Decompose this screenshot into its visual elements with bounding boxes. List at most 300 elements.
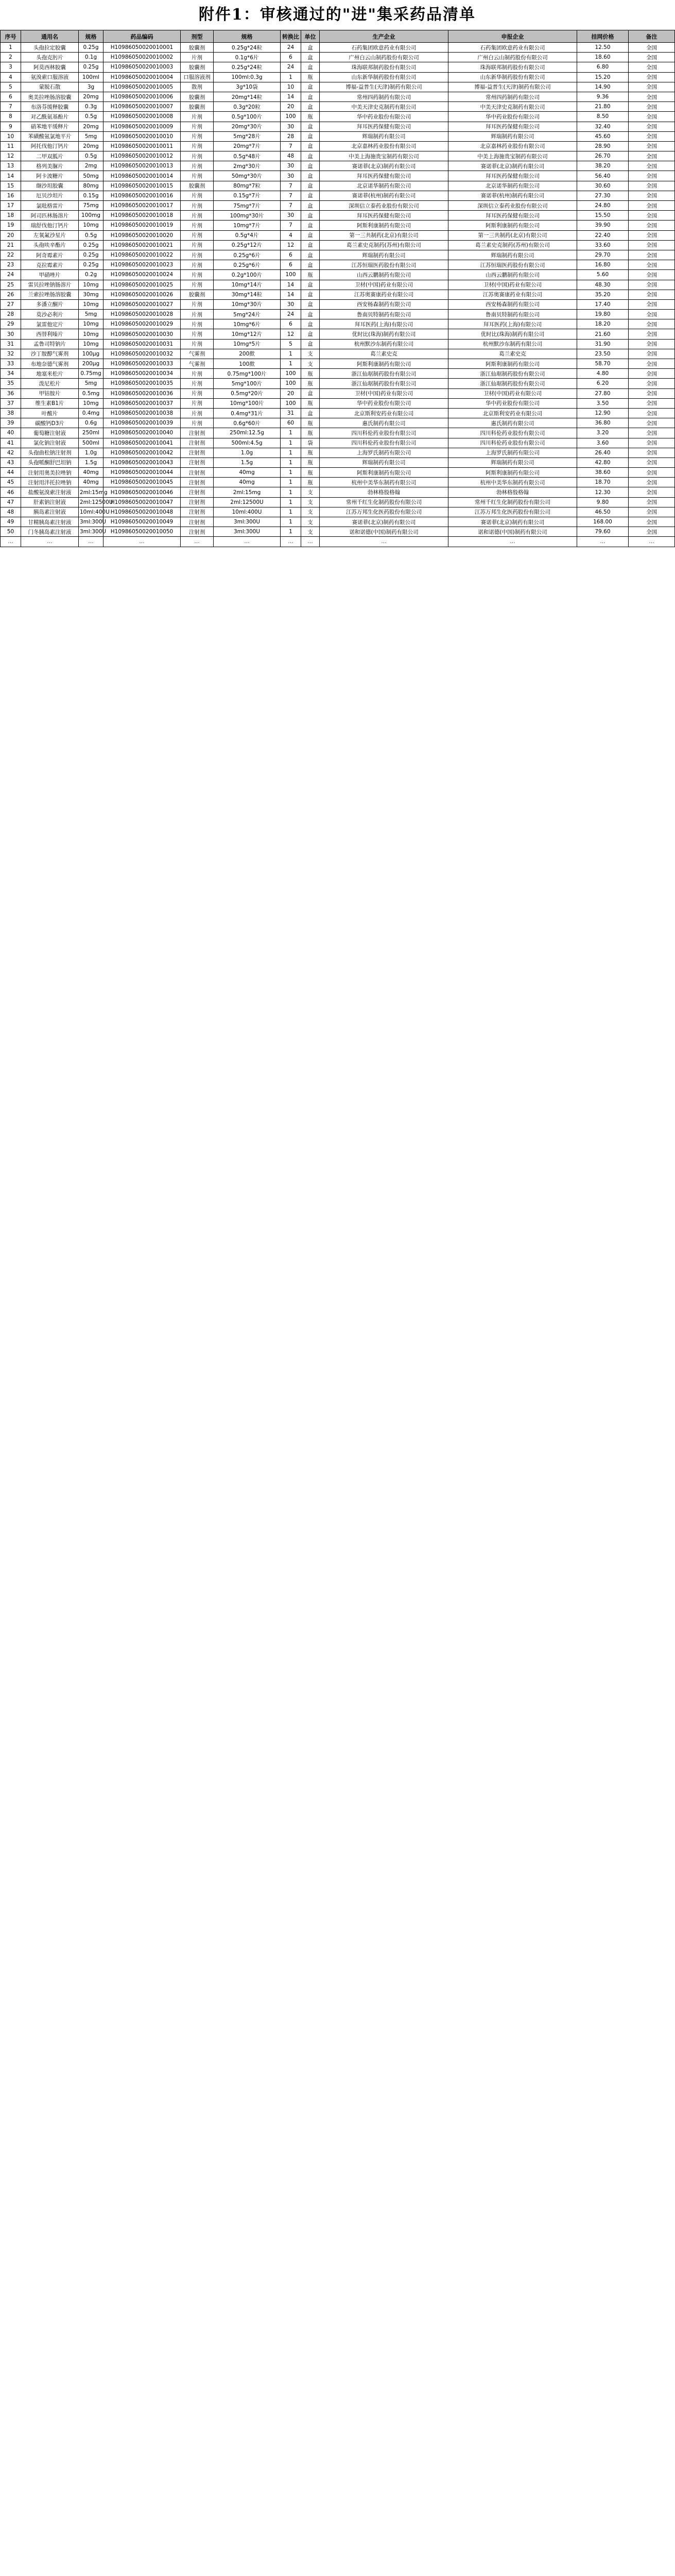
table-cell: 阿斯利康制药有限公司 [448, 359, 577, 369]
table-cell: 0.5g [79, 230, 103, 240]
table-cell: 盒 [301, 171, 320, 181]
table-cell: 全国 [629, 379, 675, 388]
table-cell: 46.50 [577, 507, 629, 517]
table-cell: 片剂 [181, 379, 214, 388]
table-cell: 华中药业股份有限公司 [448, 398, 577, 408]
table-cell: 0.5g*4片 [214, 230, 281, 240]
column-header: 规格 [79, 30, 103, 43]
table-cell: H10986050020010048 [103, 507, 181, 517]
table-cell: 10ml:400U [79, 507, 103, 517]
table-cell: 浙江仙琚制药股份有限公司 [448, 379, 577, 388]
table-cell: 盒 [301, 299, 320, 309]
table-cell: 华中药业股份有限公司 [320, 398, 448, 408]
table-cell: 0.5mg*20片 [214, 388, 281, 398]
table-cell: 盒 [301, 43, 320, 53]
table-row [1, 191, 675, 200]
table-cell: 28.90 [577, 141, 629, 151]
table-cell: 0.25g*24粒 [214, 43, 281, 53]
table-cell: 片剂 [181, 171, 214, 181]
table-cell: H10986050020010046 [103, 487, 181, 497]
table-cell: 拜耳医药保健有限公司 [320, 211, 448, 221]
table-cell: H10986050020010042 [103, 448, 181, 457]
table-cell: 北京诺华制药有限公司 [320, 181, 448, 191]
table-cell: 全国 [629, 102, 675, 112]
table-cell: 6.80 [577, 62, 629, 72]
table-cell: 3ml:300U [79, 517, 103, 527]
table-row [1, 310, 675, 319]
table-cell: 9 [1, 122, 21, 131]
table-cell: 第一三共制药(北京)有限公司 [448, 230, 577, 240]
table-cell: 2ml:15mg [214, 487, 281, 497]
table-cell: 21 [1, 240, 21, 250]
table-cell: 盒 [301, 102, 320, 112]
table-cell: H10986050020010010 [103, 131, 181, 141]
table-cell: 阿卡波糖片 [21, 171, 79, 181]
table-cell: 盒 [301, 230, 320, 240]
table-cell: 卫材(中国)药业有限公司 [320, 388, 448, 398]
table-cell: 辉瑞制药有限公司 [448, 250, 577, 260]
table-cell: 31 [281, 408, 301, 418]
table-cell: 27.80 [577, 388, 629, 398]
table-cell: 杭州中美华东制药有限公司 [448, 478, 577, 487]
table-cell: H10986050020010034 [103, 369, 181, 379]
table-cell: 全国 [629, 428, 675, 438]
table-cell: 0.6g [79, 418, 103, 428]
table-cell: 卫材(中国)药业有限公司 [320, 280, 448, 290]
table-row [1, 299, 675, 309]
table-cell: 北京嘉林药业股份有限公司 [448, 141, 577, 151]
table-cell: 拜耳医药保健有限公司 [448, 122, 577, 131]
table-cell: 全国 [629, 131, 675, 141]
table-cell: 5mg [79, 379, 103, 388]
table-cell: 20mg*14粒 [214, 92, 281, 101]
table-cell: 阿奇霉素片 [21, 250, 79, 260]
table-cell: 0.3g*20粒 [214, 102, 281, 112]
table-row [1, 319, 675, 329]
table-cell: 200揿 [214, 349, 281, 359]
table-cell: 上海罗氏制药有限公司 [448, 448, 577, 457]
table-cell: 瓶 [301, 418, 320, 428]
table-cell: 0.5g*100片 [214, 112, 281, 122]
table-cell: 盒 [301, 290, 320, 299]
table-cell: 45 [1, 478, 21, 487]
table-cell: 20 [281, 102, 301, 112]
table-cell: 10mg*5片 [214, 339, 281, 349]
table-cell: 盒 [301, 141, 320, 151]
table-cell: 奥美拉唑肠溶胶囊 [21, 92, 79, 101]
table-row [1, 260, 675, 270]
table-row [1, 82, 675, 92]
table-cell: 100mg*30片 [214, 211, 281, 221]
table-cell: 胶囊剂 [181, 181, 214, 191]
table-cell: H10986050020010035 [103, 379, 181, 388]
table-cell: 全国 [629, 161, 675, 171]
table-cell: … [320, 537, 448, 547]
table-cell: 全国 [629, 448, 675, 457]
table-cell: 盒 [301, 221, 320, 230]
table-cell: 100 [281, 369, 301, 379]
table-cell: 全国 [629, 408, 675, 418]
table-cell: 19.80 [577, 310, 629, 319]
table-cell: 甘精胰岛素注射液 [21, 517, 79, 527]
table-cell: 辉瑞制药有限公司 [320, 250, 448, 260]
table-row [1, 72, 675, 82]
table-cell: 维生素B1片 [21, 398, 79, 408]
table-cell: 叶酸片 [21, 408, 79, 418]
table-cell: 博福-益普生(天津)制药有限公司 [320, 82, 448, 92]
table-cell: 0.25g [79, 43, 103, 53]
table-cell: 注射用奥美拉唑钠 [21, 468, 79, 478]
table-cell: 全国 [629, 398, 675, 408]
table-cell: 13 [1, 161, 21, 171]
table-cell: H10986050020010023 [103, 260, 181, 270]
table-cell: 江苏奥赛康药业有限公司 [320, 290, 448, 299]
table-cell: 片剂 [181, 230, 214, 240]
table-cell: 0.25g*24粒 [214, 62, 281, 72]
table-cell: H10986050020010012 [103, 151, 181, 161]
table-row [1, 379, 675, 388]
table-cell: 口服溶液剂 [181, 72, 214, 82]
table-cell: 39 [1, 418, 21, 428]
table-cell: 碳酸钙D3片 [21, 418, 79, 428]
table-cell: 地塞米松片 [21, 369, 79, 379]
table-cell: H10986050020010005 [103, 82, 181, 92]
table-cell: 片剂 [181, 53, 214, 62]
table-cell: 盒 [301, 151, 320, 161]
table-cell: 7 [281, 141, 301, 151]
table-cell: 10mg*14片 [214, 280, 281, 290]
table-cell: 7 [281, 181, 301, 191]
table-cell: H10986050020010016 [103, 191, 181, 200]
table-cell: 6 [281, 260, 301, 270]
table-cell: 10mg [79, 221, 103, 230]
table-cell: 0.5mg [79, 388, 103, 398]
table-cell: 1 [281, 517, 301, 527]
table-cell: 10 [281, 82, 301, 92]
table-cell: 20mg [79, 141, 103, 151]
table-cell: 全国 [629, 517, 675, 527]
table-cell: 42.80 [577, 457, 629, 467]
table-cell: 30 [1, 329, 21, 339]
table-cell: 7 [281, 201, 301, 211]
table-cell: … [577, 537, 629, 547]
table-cell: 兰索拉唑肠溶胶囊 [21, 290, 79, 299]
table-cell: 上海罗氏制药有限公司 [320, 448, 448, 457]
table-cell: 胶囊剂 [181, 290, 214, 299]
table-cell: 注射剂 [181, 507, 214, 517]
table-cell: 30 [281, 171, 301, 181]
table-cell: 18 [1, 211, 21, 221]
table-cell: 20mg*7片 [214, 141, 281, 151]
table-cell: 100mg [79, 211, 103, 221]
table-cell: 全国 [629, 299, 675, 309]
table-cell: 1 [281, 72, 301, 82]
table-cell: 0.1g [79, 53, 103, 62]
table-cell: 9.80 [577, 497, 629, 507]
table-cell: 拜耳医药(上海)有限公司 [320, 319, 448, 329]
table-cell: 48.30 [577, 280, 629, 290]
table-cell: 盒 [301, 201, 320, 211]
table-row [1, 448, 675, 457]
table-cell: 6 [281, 319, 301, 329]
table-cell: 片剂 [181, 191, 214, 200]
table-cell: 12.50 [577, 43, 629, 53]
table-cell: 8 [1, 112, 21, 122]
table-cell: 氯化钠注射液 [21, 438, 79, 448]
table-cell: 袋 [301, 438, 320, 448]
table-cell: 39.90 [577, 221, 629, 230]
table-row [1, 131, 675, 141]
table-cell: 浙江仙琚制药股份有限公司 [448, 369, 577, 379]
table-cell: 注射剂 [181, 428, 214, 438]
table-row [1, 270, 675, 280]
table-cell: H10986050020010025 [103, 280, 181, 290]
table-cell: 全国 [629, 339, 675, 349]
table-cell: 5mg*24片 [214, 310, 281, 319]
table-cell: H10986050020010040 [103, 428, 181, 438]
table-cell: 珠海联邦制药股份有限公司 [448, 62, 577, 72]
table-cell: 3g [79, 82, 103, 92]
table-cell: 24 [281, 310, 301, 319]
table-cell: 注射剂 [181, 487, 214, 497]
table-cell: 38 [1, 408, 21, 418]
table-cell: 甲钴胺片 [21, 388, 79, 398]
table-cell: 全国 [629, 497, 675, 507]
table-cell: 7 [1, 102, 21, 112]
column-header: 备注 [629, 30, 675, 43]
table-cell: 全国 [629, 201, 675, 211]
table-cell: 沙丁胺醇气雾剂 [21, 349, 79, 359]
table-cell: H10986050020010038 [103, 408, 181, 418]
table-cell: 35 [1, 379, 21, 388]
table-cell: 30 [281, 211, 301, 221]
table-cell: 盒 [301, 62, 320, 72]
table-cell: 支 [301, 349, 320, 359]
table-cell: 片剂 [181, 329, 214, 339]
table-cell: 0.4mg*31片 [214, 408, 281, 418]
table-cell: H10986050020010008 [103, 112, 181, 122]
table-cell: 对乙酰氨基酚片 [21, 112, 79, 122]
table-cell: 珠海联邦制药股份有限公司 [320, 62, 448, 72]
column-header: 规格 [214, 30, 281, 43]
table-cell: 80mg*7粒 [214, 181, 281, 191]
table-cell: 12 [281, 329, 301, 339]
table-cell: 盒 [301, 240, 320, 250]
table-cell: 全国 [629, 349, 675, 359]
table-cell: 29 [1, 319, 21, 329]
table-cell: H10986050020010013 [103, 161, 181, 171]
table-row [1, 487, 675, 497]
table-cell: 气雾剂 [181, 359, 214, 369]
table-cell: 广州白云山制药股份有限公司 [448, 53, 577, 62]
table-cell: 常州千红生化制药股份有限公司 [448, 497, 577, 507]
table-cell: 10mg*100片 [214, 398, 281, 408]
table-cell: 31 [1, 339, 21, 349]
table-cell: 32 [1, 349, 21, 359]
table-cell: 3g*10袋 [214, 82, 281, 92]
table-cell: 33 [1, 359, 21, 369]
table-cell: 硝苯地平缓释片 [21, 122, 79, 131]
table-cell: 片剂 [181, 131, 214, 141]
table-cell: 75mg*7片 [214, 201, 281, 211]
table-cell: 胰岛素注射液 [21, 507, 79, 517]
table-cell: 盒 [301, 211, 320, 221]
table-cell: 80mg [79, 181, 103, 191]
table-row-continuation [1, 537, 675, 547]
table-cell: 0.15g*7片 [214, 191, 281, 200]
table-cell: 2ml:15mg [79, 487, 103, 497]
table-cell: 46 [1, 487, 21, 497]
table-cell: 0.4mg [79, 408, 103, 418]
table-cell: 片剂 [181, 112, 214, 122]
table-cell: 葛兰素史克 [448, 349, 577, 359]
table-cell: 47 [1, 497, 21, 507]
table-cell: 深圳信立泰药业股份有限公司 [320, 201, 448, 211]
table-row [1, 468, 675, 478]
table-cell: 拜耳医药保健有限公司 [448, 171, 577, 181]
table-cell: 2mg [79, 161, 103, 171]
table-cell: 优时比(珠海)制药有限公司 [448, 329, 577, 339]
table-row [1, 161, 675, 171]
table-cell: 广州白云山制药股份有限公司 [320, 53, 448, 62]
table-cell: H10986050020010044 [103, 468, 181, 478]
table-cell: 48 [1, 507, 21, 517]
table-cell: 全国 [629, 319, 675, 329]
table-cell: 拜耳医药保健有限公司 [320, 122, 448, 131]
table-cell: 8.50 [577, 112, 629, 122]
table-cell: 片剂 [181, 250, 214, 260]
table-cell: 1 [281, 487, 301, 497]
table-cell: 全国 [629, 507, 675, 517]
table-cell: 全国 [629, 230, 675, 240]
table-cell: 1 [281, 527, 301, 537]
table-cell: 辉瑞制药有限公司 [320, 457, 448, 467]
table-cell: 莫沙必利片 [21, 310, 79, 319]
table-cell: 惠氏制药有限公司 [448, 418, 577, 428]
table-cell: 片剂 [181, 260, 214, 270]
table-cell: 北京斯利安药业有限公司 [320, 408, 448, 418]
table-cell: 2ml:12500U [79, 497, 103, 507]
table-cell: 注射剂 [181, 517, 214, 527]
table-cell: 40mg [79, 468, 103, 478]
table-cell: 四川科伦药业股份有限公司 [320, 438, 448, 448]
table-cell: 华中药业股份有限公司 [448, 112, 577, 122]
table-cell: H10986050020010030 [103, 329, 181, 339]
table-cell: 拜耳医药保健有限公司 [448, 211, 577, 221]
table-cell: 山东新华制药股份有限公司 [320, 72, 448, 82]
table-cell: 0.75mg*100片 [214, 369, 281, 379]
table-cell: 18.20 [577, 319, 629, 329]
table-cell: 10mg*12片 [214, 329, 281, 339]
table-row [1, 527, 675, 537]
table-cell: 缬沙坦胶囊 [21, 181, 79, 191]
table-cell: 2 [1, 53, 21, 62]
table-cell: 38.60 [577, 468, 629, 478]
table-cell: 全国 [629, 92, 675, 101]
table-cell: 瓶 [301, 398, 320, 408]
table-cell: 辉瑞制药有限公司 [448, 457, 577, 467]
table-cell: 注射用泮托拉唑钠 [21, 478, 79, 487]
table-cell: 17.40 [577, 299, 629, 309]
table-cell: 全国 [629, 191, 675, 200]
table-row [1, 230, 675, 240]
table-cell: 250ml:12.5g [214, 428, 281, 438]
table-cell: 100 [281, 398, 301, 408]
table-cell: 阿托伐他汀钙片 [21, 141, 79, 151]
table-cell: 头孢呋辛酯片 [21, 240, 79, 250]
table-cell: H10986050020010041 [103, 438, 181, 448]
table-cell: 1 [281, 448, 301, 457]
table-cell: 全国 [629, 310, 675, 319]
table-cell: 盒 [301, 131, 320, 141]
table-cell: 45.60 [577, 131, 629, 141]
table-cell: … [21, 537, 79, 547]
table-cell: 左氧氟沙星片 [21, 230, 79, 240]
table-cell: 二甲双胍片 [21, 151, 79, 161]
table-cell: 支 [301, 359, 320, 369]
column-header: 剂型 [181, 30, 214, 43]
table-cell: 全国 [629, 82, 675, 92]
table-cell: H10986050020010024 [103, 270, 181, 280]
table-cell: 注射剂 [181, 468, 214, 478]
table-cell: 盒 [301, 82, 320, 92]
table-cell: 250ml [79, 428, 103, 438]
table-cell: 0.75mg [79, 369, 103, 379]
table-row [1, 171, 675, 181]
table-cell: 200μg [79, 359, 103, 369]
table-cell: 1 [281, 438, 301, 448]
table-cell: 葛兰素史克 [320, 349, 448, 359]
table-cell: H10986050020010031 [103, 339, 181, 349]
table-cell: 全国 [629, 240, 675, 250]
table-cell: 22.40 [577, 230, 629, 240]
table-cell: 江苏恒瑞医药股份有限公司 [320, 260, 448, 270]
table-cell: 注射剂 [181, 478, 214, 487]
table-cell: 16 [1, 191, 21, 200]
table-row [1, 221, 675, 230]
table-cell: 全国 [629, 181, 675, 191]
table-cell: 0.25g*12片 [214, 240, 281, 250]
table-cell: H10986050020010020 [103, 230, 181, 240]
table-cell: 石药集团欧意药业有限公司 [448, 43, 577, 53]
table-cell: 3.50 [577, 398, 629, 408]
table-cell: 西安杨森制药有限公司 [448, 299, 577, 309]
table-cell: 盒 [301, 260, 320, 270]
table-cell: 博福-益普生(天津)制药有限公司 [448, 82, 577, 92]
table-cell: 江苏恒瑞医药股份有限公司 [448, 260, 577, 270]
column-header: 通用名 [21, 30, 79, 43]
table-cell: 35.20 [577, 290, 629, 299]
table-cell: 全国 [629, 438, 675, 448]
table-cell: 1 [281, 349, 301, 359]
table-cell: 全国 [629, 43, 675, 53]
table-cell: 盒 [301, 329, 320, 339]
table-body [1, 43, 675, 547]
table-cell: 片剂 [181, 122, 214, 131]
table-cell: 37 [1, 398, 21, 408]
table-cell: 75mg [79, 201, 103, 211]
table-cell: 鲁南贝特制药有限公司 [448, 310, 577, 319]
table-cell: 全国 [629, 527, 675, 537]
table-cell: 29.70 [577, 250, 629, 260]
table-row [1, 507, 675, 517]
table-cell: 盒 [301, 53, 320, 62]
table-cell: 全国 [629, 112, 675, 122]
table-cell: 全国 [629, 72, 675, 82]
table-row [1, 102, 675, 112]
table-cell: 2mg*30片 [214, 161, 281, 171]
table-cell: 100 [281, 270, 301, 280]
